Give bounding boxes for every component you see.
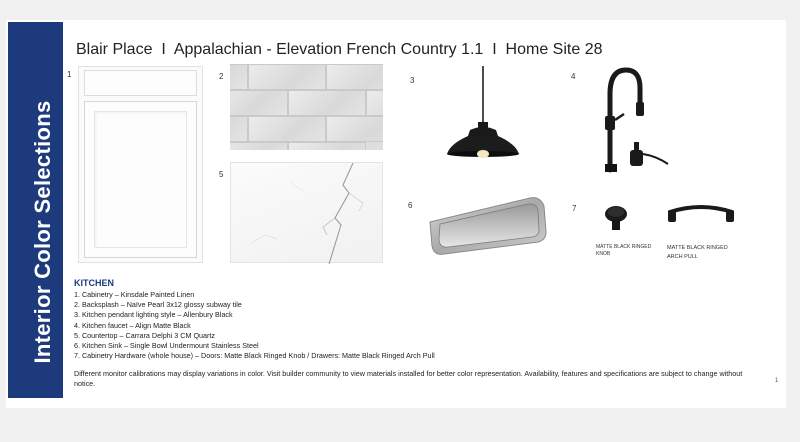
pull-label-line2: ARCH PULL (667, 254, 698, 260)
image-number-1: 1 (67, 70, 72, 79)
disclaimer-text: Different monitor calibrations may display variations in color. Visit builder community to view materials installed for better color representation. Availability, features and specifications are subject to change without notice. (74, 369, 743, 388)
page-number: 1 (775, 378, 779, 384)
cabinet-door-icon (78, 66, 203, 263)
cabinet-hardware-icon (596, 200, 746, 236)
image-number-3: 3 (410, 76, 415, 85)
sidebar-title: Interior Color Selections (30, 100, 55, 364)
list-item: 4. Kitchen faucet – Align Matte Black (74, 320, 191, 330)
knob-label (596, 244, 651, 258)
subway-tile-icon (230, 64, 383, 150)
kitchen-selections-list (74, 290, 435, 361)
knob-label-line1: MATTE BLACK RINGED (596, 244, 652, 250)
pendant-light-icon (440, 64, 525, 164)
list-item: 2. Backsplash – Naïve Pearl 3x12 glossy subway tile (74, 300, 242, 310)
kitchen-heading: KITCHEN (74, 278, 114, 288)
list-item: 1. Cabinetry – Kinsdale Painted Linen (74, 290, 195, 299)
pull-label-line1: MATTE BLACK RINGED (667, 245, 728, 251)
sink-icon (426, 192, 548, 262)
knob-label-line2: KNOB (596, 251, 611, 257)
faucet-icon (590, 64, 675, 174)
list-item: 5. Countertop – Carrara Delphi 3 CM Quartz (74, 330, 216, 340)
pull-label (667, 244, 728, 262)
image-number-4: 4 (571, 72, 576, 81)
image-number-6: 6 (408, 201, 413, 210)
list-item: 7. Cabinetry Hardware (whole house) – Doors: Matte Black Ringed Knob / Drawers: Matte Black Ringed Arch Pull (74, 351, 435, 361)
image-number-5: 5 (219, 170, 224, 179)
sidebar-banner (8, 22, 63, 398)
quartz-countertop-icon (230, 162, 383, 263)
image-number-2: 2 (219, 72, 224, 81)
image-number-7: 7 (572, 204, 577, 213)
list-item: 3. Kitchen pendant lighting style – Allenbury Black (74, 310, 233, 320)
page-title: Blair Place I Appalachian - Elevation French Country 1.1 I Home Site 28 (76, 41, 603, 58)
list-item: 6. Kitchen Sink – Single Bowl Undermount Stainless Steel (74, 341, 259, 351)
